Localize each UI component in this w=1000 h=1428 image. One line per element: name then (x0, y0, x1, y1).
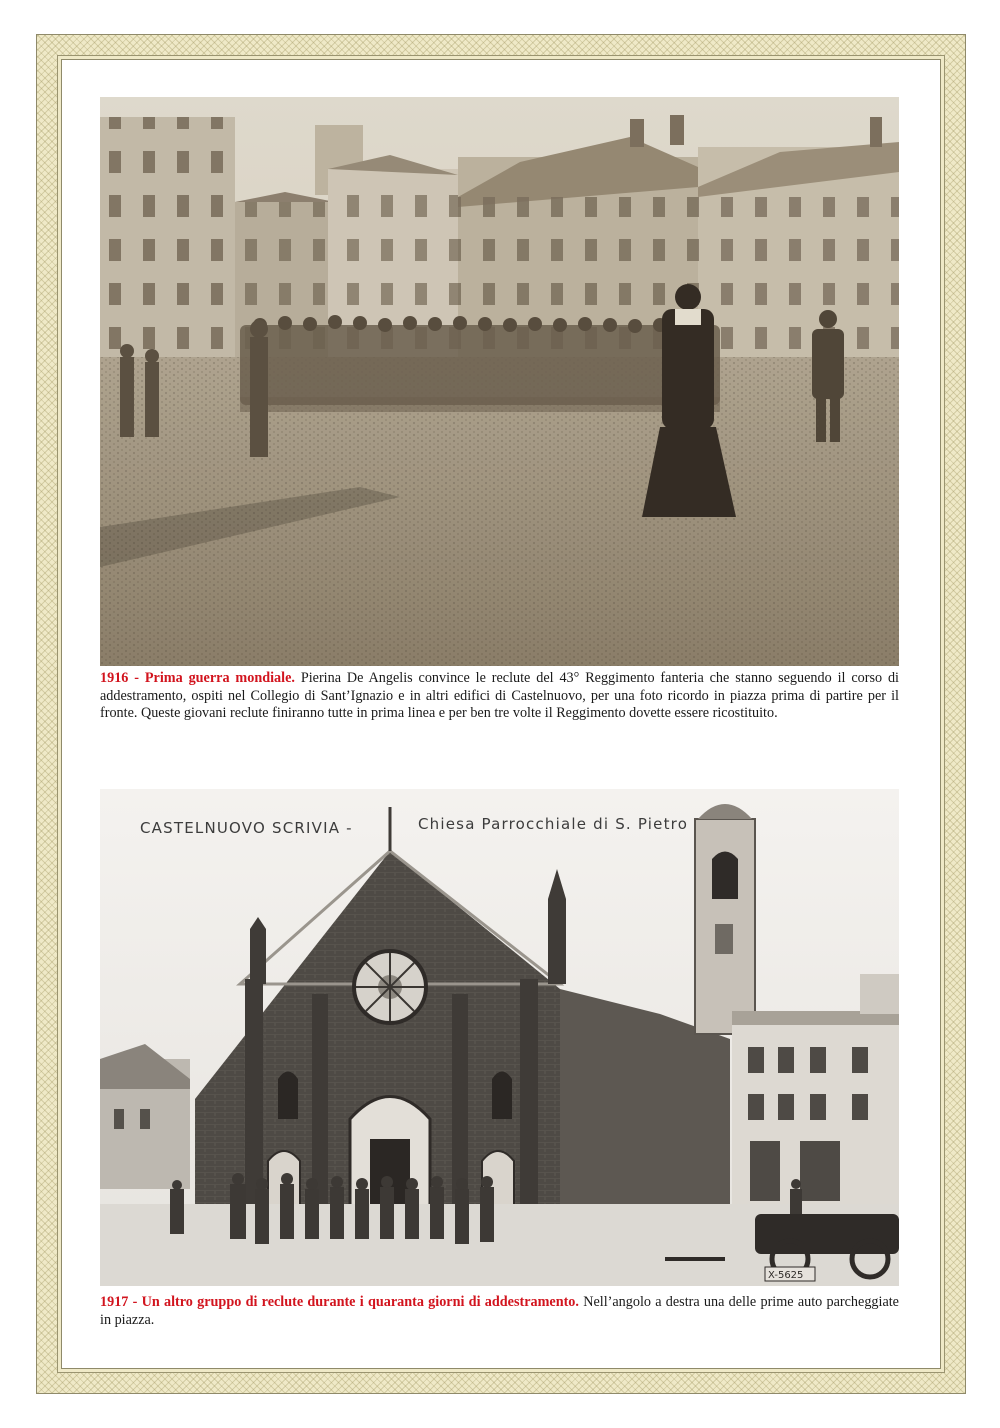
postcard-title-right: Chiesa Parrocchiale di S. Pietro (418, 815, 689, 833)
caption-body: Pierina De Angelis convince le reclute del 43° Reggimento fanteria che stanno seguendo il corso di addestramento, ospiti nel Collegio di Sant’Ignazio e in altri edifici di Castelnuovo, per una foto ricordo in piazza prima di partire per il fronte. Queste giovani reclute finiranno tutte in prima linea e per ben tre volte il Reggimento dovette essere ricostituito. (100, 670, 899, 721)
caption-lead: 1917 - Un altro gruppo di reclute durante i quaranta giorni di addestramento. (100, 1294, 579, 1310)
caption-body: Nell’angolo a destra una delle prime auto parcheggiate in piazza. (100, 1294, 899, 1328)
photo-1917-church-postcard (100, 789, 899, 1286)
car-plate: X-5625 (768, 1270, 804, 1281)
caption-lead: 1916 - Prima guerra mondiale. (100, 670, 295, 686)
photo-1916-piazza-recruits (100, 97, 899, 666)
postcard-title-left: CASTELNUOVO SCRIVIA - (140, 819, 353, 837)
caption-1916 (100, 670, 899, 723)
caption-1917 (100, 1294, 899, 1329)
